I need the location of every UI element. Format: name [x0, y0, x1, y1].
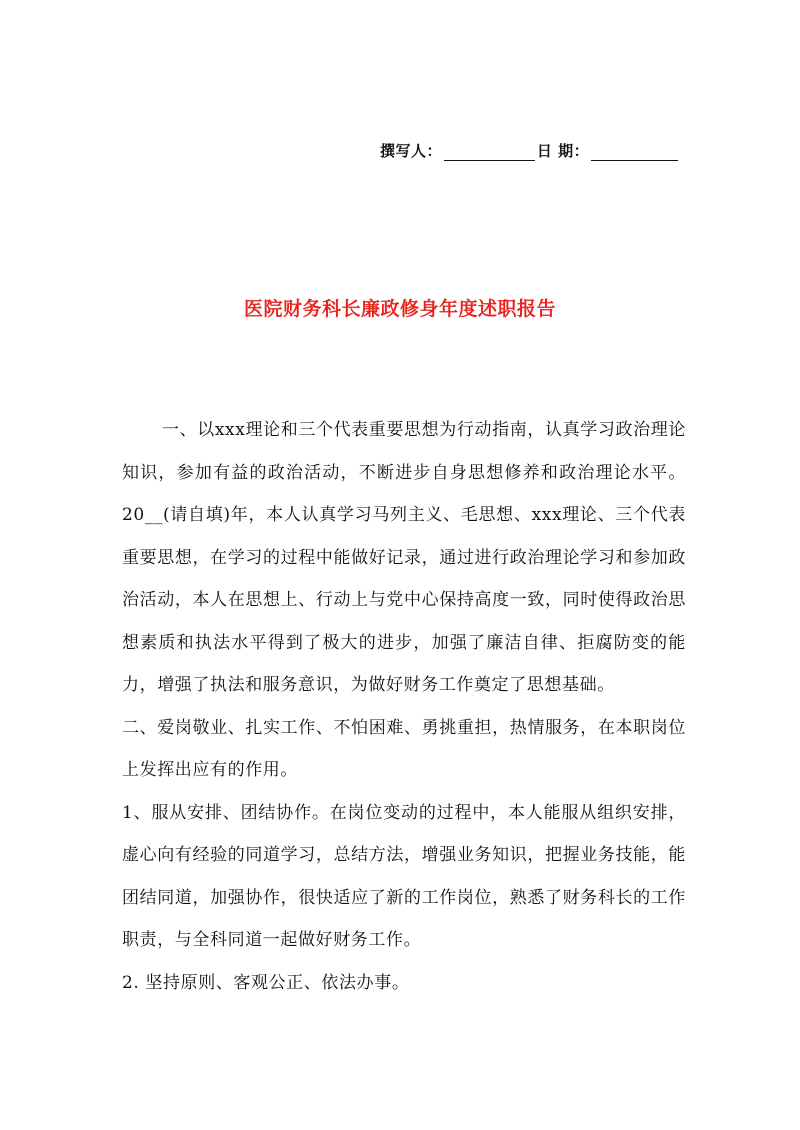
paragraph-4: 2. 坚持原则、客观公正、依法办事。 [122, 972, 410, 993]
paragraph-1: 一、以xxx理论和三个代表重要思想为行动指南，认真学习政治理论知识，参加有益的政治活动，不断进步自身思想修养和政治理论水平。 20__(请自填)年，本人认真学习马列主义、毛思想、xxx理论、三个代表重要思想，在学习的过程中能做好记录，通过进行政治理论学习和参加政治活动，本人在思想上、行动上与党中心保持高度一致，同时使得政治思想素质和执法水平得到了极大的进步，加强了廉洁自律、拒腐防变的能力，增强了执法和服务意识，为做好财务工作奠定了思想基础。 [122, 420, 686, 695]
document-title: 医院财务科长廉政修身年度述职报告 [243, 298, 556, 320]
paragraph-3: 1、服从安排、团结协作。在岗位变动的过程中，本人能服从组织安排，虚心向有经验的同道学习，总结方法，增强业务知识，把握业务技能，能团结同道，加强协作，很快适应了新的工作岗位，熟悉了财务科长的工作职责，与全科同道一起做好财务工作。 [122, 802, 686, 950]
author-label: 撰写人： [380, 142, 443, 160]
author-blank [444, 146, 535, 161]
paragraph-2: 二、爱岗敬业、扎实工作、不怕困难、勇挑重担，热情服务，在本职岗位上发挥出应有的作用。 [122, 717, 686, 780]
date-label: 日 期： [536, 142, 590, 160]
author-date-line [380, 140, 680, 161]
document-body [122, 409, 686, 1004]
date-blank [591, 146, 678, 161]
